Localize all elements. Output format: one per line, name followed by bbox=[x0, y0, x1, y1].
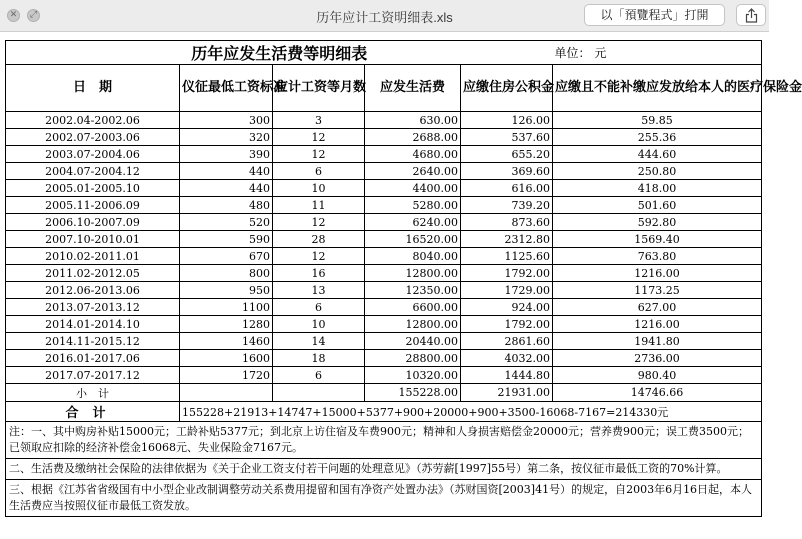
note-row bbox=[6, 459, 762, 480]
cell-living-allowance: 8040.00 bbox=[365, 248, 461, 265]
cell-months: 13 bbox=[273, 282, 365, 299]
cell-min-wage: 1460 bbox=[180, 333, 273, 350]
note-text: 二、生活费及缴纳社会保险的法律依据为《关于企业工资支付若干问题的处理意见》（苏劳薪[1997]55号）第二条，按仪征市最低工资的70%计算。 bbox=[6, 459, 762, 480]
cell-housing-fund: 369.60 bbox=[461, 163, 553, 180]
cell-date: 2017.07-2017.12 bbox=[6, 367, 180, 384]
cell-housing-fund: 873.60 bbox=[461, 214, 553, 231]
window-title: 历年应计工资明细表.xls bbox=[316, 10, 453, 25]
table-row bbox=[6, 146, 762, 163]
cell-housing-fund: 537.60 bbox=[461, 129, 553, 146]
cell-date: 2014.01-2014.10 bbox=[6, 316, 180, 333]
note-text: 注：一、其中购房补贴15000元；工龄补贴5377元；到北京上访住宿及车费900元；精神和人身损害赔偿金20000元；营养费900元；误工费3500元；已领取应扣除的经济补偿金16068元、失业保险金7167元。 bbox=[6, 422, 762, 459]
close-window-icon[interactable]: ✕ bbox=[7, 9, 20, 22]
cell-min-wage: 480 bbox=[180, 197, 273, 214]
cell-living-allowance: 2688.00 bbox=[365, 129, 461, 146]
table-row bbox=[6, 214, 762, 231]
cell-min-wage: 440 bbox=[180, 180, 273, 197]
table-row bbox=[6, 333, 762, 350]
subtotal-housing-fund: 21931.00 bbox=[461, 384, 553, 402]
header-housing-fund: 应缴住房公积金 bbox=[461, 65, 553, 112]
share-icon bbox=[745, 8, 758, 23]
table-row bbox=[6, 282, 762, 299]
window-titlebar bbox=[0, 0, 769, 32]
cell-housing-fund: 616.00 bbox=[461, 180, 553, 197]
cell-months: 12 bbox=[273, 214, 365, 231]
subtotal-medical-insurance: 14746.66 bbox=[553, 384, 762, 402]
cell-min-wage: 520 bbox=[180, 214, 273, 231]
table-row bbox=[6, 180, 762, 197]
cell-months: 10 bbox=[273, 180, 365, 197]
cell-date: 2007.10-2010.01 bbox=[6, 231, 180, 248]
cell-medical-insurance: 1173.25 bbox=[553, 282, 762, 299]
subtotal-label: 小 计 bbox=[6, 384, 180, 402]
cell-living-allowance: 16520.00 bbox=[365, 231, 461, 248]
cell-date: 2003.07-2004.06 bbox=[6, 146, 180, 163]
cell-medical-insurance: 1569.40 bbox=[553, 231, 762, 248]
note-text: 三、根据《江苏省省级国有中小型企业改制调整劳动关系费用提留和国有净资产处置办法》（苏财国资[2003]41号）的规定，自2003年6月16日起，本人生活费应当按照仪征市最低工资发放。 bbox=[6, 480, 762, 517]
cell-housing-fund: 2312.80 bbox=[461, 231, 553, 248]
cell-medical-insurance: 418.00 bbox=[553, 180, 762, 197]
header-medical-insurance: 应缴且不能补缴应发放给本人的医疗保险金 bbox=[553, 65, 762, 112]
cell-months: 6 bbox=[273, 163, 365, 180]
header-living-allowance: 应发生活费 bbox=[365, 65, 461, 112]
sheet-title: 历年应发生活费等明细表 bbox=[6, 41, 553, 65]
table-row bbox=[6, 163, 762, 180]
cell-date: 2002.07-2003.06 bbox=[6, 129, 180, 146]
cell-date: 2002.04-2002.06 bbox=[6, 112, 180, 129]
cell-date: 2005.01-2005.10 bbox=[6, 180, 180, 197]
cell-date: 2013.07-2013.12 bbox=[6, 299, 180, 316]
cell-months: 28 bbox=[273, 231, 365, 248]
cell-months: 3 bbox=[273, 112, 365, 129]
cell-min-wage: 1280 bbox=[180, 316, 273, 333]
table-row bbox=[6, 350, 762, 367]
share-button[interactable] bbox=[736, 4, 766, 26]
cell-housing-fund: 1792.00 bbox=[461, 316, 553, 333]
cell-months: 6 bbox=[273, 367, 365, 384]
subtotal-row bbox=[6, 384, 762, 402]
cell-date: 2011.02-2012.05 bbox=[6, 265, 180, 282]
cell-living-allowance: 4680.00 bbox=[365, 146, 461, 163]
cell-medical-insurance: 1941.80 bbox=[553, 333, 762, 350]
spreadsheet-preview bbox=[5, 40, 802, 517]
cell-living-allowance: 6240.00 bbox=[365, 214, 461, 231]
note-row bbox=[6, 422, 762, 459]
cell-medical-insurance: 763.80 bbox=[553, 248, 762, 265]
cell-min-wage: 950 bbox=[180, 282, 273, 299]
cell-medical-insurance: 250.80 bbox=[553, 163, 762, 180]
header-months: 应计工资等月数 bbox=[273, 65, 365, 112]
cell-months: 6 bbox=[273, 299, 365, 316]
cell-months: 12 bbox=[273, 129, 365, 146]
header-date: 日 期 bbox=[6, 65, 180, 112]
cell-housing-fund: 739.20 bbox=[461, 197, 553, 214]
cell-date: 2010.02-2011.01 bbox=[6, 248, 180, 265]
total-formula: 155228+21913+14747+15000+5377+900+20000+900+3500-16068-7167=214330元 bbox=[180, 402, 762, 422]
cell-min-wage: 1720 bbox=[180, 367, 273, 384]
cell-housing-fund: 1444.80 bbox=[461, 367, 553, 384]
cell-medical-insurance: 980.40 bbox=[553, 367, 762, 384]
detail-table bbox=[5, 40, 802, 517]
cell-min-wage: 300 bbox=[180, 112, 273, 129]
cell-date: 2006.10-2007.09 bbox=[6, 214, 180, 231]
cell-living-allowance: 12800.00 bbox=[365, 316, 461, 333]
cell-months: 16 bbox=[273, 265, 365, 282]
cell-min-wage: 1100 bbox=[180, 299, 273, 316]
cell-medical-insurance: 2736.00 bbox=[553, 350, 762, 367]
table-row bbox=[6, 112, 762, 129]
table-row bbox=[6, 248, 762, 265]
note-row bbox=[6, 480, 762, 517]
cell-min-wage: 590 bbox=[180, 231, 273, 248]
cell-living-allowance: 5280.00 bbox=[365, 197, 461, 214]
cell-medical-insurance: 444.60 bbox=[553, 146, 762, 163]
table-row bbox=[6, 367, 762, 384]
cell-medical-insurance: 1216.00 bbox=[553, 265, 762, 282]
cell-living-allowance: 28800.00 bbox=[365, 350, 461, 367]
cell-medical-insurance: 627.00 bbox=[553, 299, 762, 316]
cell-min-wage: 670 bbox=[180, 248, 273, 265]
cell-housing-fund: 924.00 bbox=[461, 299, 553, 316]
cell-medical-insurance: 1216.00 bbox=[553, 316, 762, 333]
cell-medical-insurance: 59.85 bbox=[553, 112, 762, 129]
cell-months: 12 bbox=[273, 146, 365, 163]
cell-living-allowance: 20440.00 bbox=[365, 333, 461, 350]
cell-housing-fund: 126.00 bbox=[461, 112, 553, 129]
cell-min-wage: 800 bbox=[180, 265, 273, 282]
table-row bbox=[6, 231, 762, 248]
open-with-preview-button[interactable]: 以「預覽程式」打開 bbox=[584, 4, 725, 26]
cell-housing-fund: 1125.60 bbox=[461, 248, 553, 265]
cell-months: 12 bbox=[273, 248, 365, 265]
total-row bbox=[6, 402, 762, 422]
cell-months: 11 bbox=[273, 197, 365, 214]
unit-label: 单位： 元 bbox=[553, 41, 762, 65]
fullscreen-icon[interactable]: ⤢ bbox=[27, 9, 40, 22]
table-row bbox=[6, 299, 762, 316]
cell-housing-fund: 1792.00 bbox=[461, 265, 553, 282]
subtotal-empty-cell bbox=[273, 384, 365, 402]
subtotal-empty-cell bbox=[180, 384, 273, 402]
cell-months: 14 bbox=[273, 333, 365, 350]
table-row bbox=[6, 197, 762, 214]
cell-months: 18 bbox=[273, 350, 365, 367]
cell-living-allowance: 4400.00 bbox=[365, 180, 461, 197]
cell-living-allowance: 12800.00 bbox=[365, 265, 461, 282]
cell-medical-insurance: 255.36 bbox=[553, 129, 762, 146]
cell-min-wage: 390 bbox=[180, 146, 273, 163]
cell-date: 2016.01-2017.06 bbox=[6, 350, 180, 367]
cell-min-wage: 440 bbox=[180, 163, 273, 180]
cell-date: 2014.11-2015.12 bbox=[6, 333, 180, 350]
cell-living-allowance: 2640.00 bbox=[365, 163, 461, 180]
cell-date: 2004.07-2004.12 bbox=[6, 163, 180, 180]
cell-housing-fund: 655.20 bbox=[461, 146, 553, 163]
cell-medical-insurance: 501.60 bbox=[553, 197, 762, 214]
cell-living-allowance: 10320.00 bbox=[365, 367, 461, 384]
table-row bbox=[6, 265, 762, 282]
cell-medical-insurance: 592.80 bbox=[553, 214, 762, 231]
header-min-wage: 仪征最低工资标准 bbox=[180, 65, 273, 112]
cell-living-allowance: 12350.00 bbox=[365, 282, 461, 299]
table-row bbox=[6, 316, 762, 333]
table-row bbox=[6, 129, 762, 146]
cell-min-wage: 1600 bbox=[180, 350, 273, 367]
cell-min-wage: 320 bbox=[180, 129, 273, 146]
cell-date: 2005.11-2006.09 bbox=[6, 197, 180, 214]
cell-housing-fund: 2861.60 bbox=[461, 333, 553, 350]
cell-housing-fund: 1729.00 bbox=[461, 282, 553, 299]
header-row bbox=[6, 65, 762, 112]
total-label: 合计 bbox=[6, 402, 180, 422]
cell-date: 2012.06-2013.06 bbox=[6, 282, 180, 299]
cell-housing-fund: 4032.00 bbox=[461, 350, 553, 367]
cell-living-allowance: 6600.00 bbox=[365, 299, 461, 316]
cell-months: 10 bbox=[273, 316, 365, 333]
cell-living-allowance: 630.00 bbox=[365, 112, 461, 129]
subtotal-living-allowance: 155228.00 bbox=[365, 384, 461, 402]
title-row bbox=[6, 41, 762, 65]
